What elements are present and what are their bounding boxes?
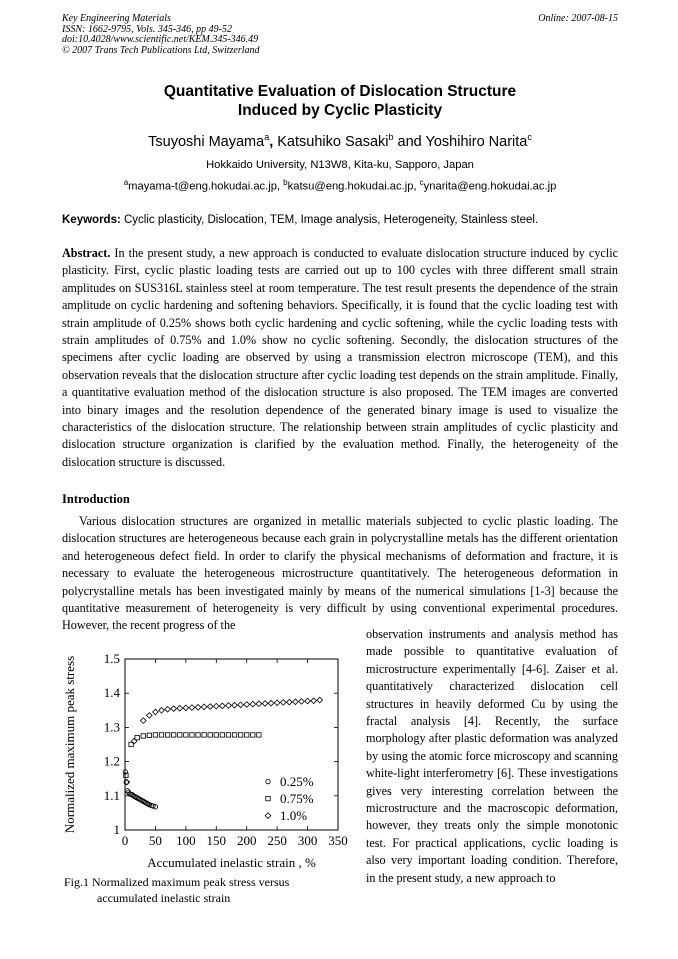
- journal-header: [62, 14, 618, 56]
- data-point: [226, 733, 230, 737]
- affiliation: Hokkaido University, N13W8, Kita-ku, Sapporo, Japan: [206, 159, 474, 171]
- legend-label: 0.25%: [280, 774, 314, 790]
- data-point: [262, 701, 268, 707]
- author-superscript: c: [527, 132, 532, 142]
- data-point: [226, 703, 232, 709]
- x-tick-label: 250: [267, 833, 287, 848]
- caption-line-1: Fig.1 Normalized maximum peak stress versus: [64, 875, 290, 889]
- data-point: [245, 733, 249, 737]
- y-axis-label: Normalized maximum peak stress: [62, 655, 77, 834]
- author-superscript: b: [388, 132, 394, 142]
- data-point: [177, 705, 183, 711]
- data-series: [124, 733, 261, 778]
- data-point: [232, 733, 236, 737]
- email-superscript: b: [283, 178, 288, 187]
- data-point: [305, 698, 311, 704]
- online-date: Online: 2007-08-15: [538, 13, 618, 24]
- data-point: [208, 733, 212, 737]
- keywords: [62, 214, 618, 226]
- data-point: [131, 738, 137, 744]
- data-point: [232, 702, 238, 708]
- data-point: [171, 733, 175, 737]
- data-point: [153, 733, 157, 737]
- data-point: [190, 733, 194, 737]
- keywords-label: Keywords:: [62, 214, 121, 226]
- data-series: [124, 697, 323, 785]
- abstract-label: Abstract.: [62, 246, 111, 260]
- title-line-1: Quantitative Evaluation of Dislocation Structure: [163, 83, 517, 100]
- x-tick-label: 100: [176, 833, 196, 848]
- journal-name: Key Engineering Materials: [62, 13, 171, 24]
- data-point: [147, 733, 151, 737]
- data-point: [280, 700, 286, 706]
- data-point: [183, 705, 189, 711]
- data-point: [220, 733, 224, 737]
- data-point: [141, 734, 145, 738]
- data-point: [202, 733, 206, 737]
- x-tick-label: 200: [236, 833, 257, 848]
- data-point: [238, 733, 242, 737]
- data-point: [220, 703, 226, 709]
- intro-paragraph: [62, 513, 618, 635]
- author-name: Katsuhiko Sasaki: [277, 133, 389, 150]
- data-point: [250, 701, 256, 707]
- y-tick-label: 1.4: [103, 685, 120, 701]
- data-point: [159, 733, 163, 737]
- data-point: [274, 700, 280, 706]
- data-point: [178, 733, 182, 737]
- data-point: [153, 709, 159, 715]
- author-separator: and: [393, 133, 426, 150]
- section-heading: Introduction: [62, 492, 130, 506]
- data-point: [214, 733, 218, 737]
- y-tick-label: 1.1: [103, 787, 120, 803]
- data-point: [201, 704, 207, 710]
- title-line-2: Induced by Cyclic Plasticity: [237, 102, 443, 119]
- data-point: [311, 698, 317, 704]
- data-point: [257, 733, 261, 737]
- intro-text: Various dislocation structures are organized in metallic materials subjected to cyclic plastic loading. The dislocation structures are heterogeneous because each grain in polycrystalline metals has the different orientation and heterogeneous defect field. In order to clarify the physical mechanisms of deformation and fracture, it is necessary to evaluate the heterogeneous microstructure quantitatively. The heterogeneous deformation in polycrystalline metals has been investigated mainly by means of the numerical simulations [1-3] because the quantitative measurement of heterogeneity is very difficult by using conventional experimental procedures. However, the recent progress of the: [62, 514, 618, 633]
- keywords-text: Cyclic plasticity, Dislocation, TEM, Image analysis, Heterogeneity, Stainless steel.: [120, 214, 539, 226]
- x-tick-label: 350: [328, 833, 348, 848]
- x-tick-label: 50: [148, 833, 162, 848]
- legend-label: 1.0%: [280, 808, 308, 824]
- caption-line-2: accumulated inelastic strain: [97, 891, 231, 905]
- data-point: [184, 733, 188, 737]
- data-point: [266, 779, 270, 783]
- data-point: [317, 697, 323, 703]
- x-tick-label: 300: [297, 833, 318, 848]
- x-tick-label: 0: [121, 833, 129, 848]
- doi-line: doi:10.4028/www.scientific.net/KEM.345-346.49: [62, 34, 259, 45]
- author-superscript: a: [264, 132, 270, 142]
- data-point: [287, 699, 293, 705]
- data-point: [299, 699, 305, 705]
- email-list: $^a$mayama-t@eng.hokudai.ac.jp, $^b$katsu@eng.hokudai.ac.jp, $^c$ynarita@eng.hokudai.ac.jp: [123, 178, 557, 193]
- data-point: [159, 708, 165, 714]
- x-axis-label: Accumulated inelastic strain , %: [147, 855, 316, 870]
- data-point: [251, 733, 255, 737]
- data-point: [244, 702, 250, 708]
- data-point: [268, 700, 274, 706]
- abstract-text: In the present study, a new approach is conducted to evaluate dislocation structure induced by cyclic plasticity. First, cyclic plastic loading tests are carried out up to 100 cycles with three different small strain amplitudes on SUS316L stainless steel at room temperature. The test result presents the dependence of the strain amplitude on cyclic hardening and softening behaviors. Specifically, it is found that the cyclic loading test with strain amplitude of 0.25% shows both cyclic hardening and cyclic softening, while the cyclic loading tests with strain amplitudes of 0.75% and 1.0% show no cyclic softening. Secondly, the dislocation structures of the specimens after cyclic loading are observed by using a transmission electron microscope (TEM), and this observation reveals that the dislocation structure after cyclic loading test depends on the strain amplitude. Finally, a quantitative evaluation method of the dislocation structure is also proposed. The TEM images are converted into binary images and the resolution dependence of the generated binary image is used to visualize the characteristics of the dislocation structure. The relationship between strain amplitudes of cyclic plasticity and dislocation structure organization is clarified by the evaluation method. Finally, the heterogeneity of the dislocation structure is discussed.: [62, 246, 618, 469]
- data-point: [196, 733, 200, 737]
- data-point: [135, 735, 139, 739]
- author-name: Yoshihiro Narita: [425, 133, 528, 150]
- legend-label: 0.75%: [280, 791, 314, 807]
- author-separator: ,: [269, 133, 278, 150]
- data-point: [140, 718, 146, 724]
- author-list: [62, 132, 618, 150]
- y-tick-label: 1.3: [103, 719, 120, 735]
- email-superscript: a: [123, 178, 129, 187]
- abstract: [62, 245, 618, 471]
- figure-1-chart: [60, 645, 360, 875]
- data-point: [189, 705, 195, 711]
- data-point: [129, 742, 133, 746]
- data-point: [171, 706, 177, 712]
- y-tick-label: 1.5: [103, 651, 120, 666]
- data-point: [207, 704, 213, 710]
- data-point: [256, 701, 262, 707]
- author-name: Tsuyoshi Mayama: [148, 133, 265, 150]
- data-point: [238, 702, 244, 708]
- intro-paragraph-continued: observation instruments and analysis method has made possible to quantitative evaluation of microstructure experimentally [4-6]. Zaiser et al. quantitatively characterized dislocation cell structures in heavily deformed Cu by using the fractal analysis [4]. Recently, the surface morphology after plastic deformation was analyzed by using the atomic force microscopy and scanning white-light interferometry [6]. These investigations gives very interesting correlation between the microstructure and the macroscopic deformation, however, they treats only the simple monotonic test. For practical applications, cyclic loading is also very important loading condition. Therefore, in the present study, a new approach to: [366, 627, 618, 885]
- copyright-line: © 2007 Trans Tech Publications Ltd, Switzerland: [62, 44, 260, 56]
- x-tick-label: 150: [206, 833, 227, 848]
- data-point: [195, 704, 201, 710]
- email-address[interactable]: ynarita@eng.hokudai.ac.jp: [423, 180, 557, 193]
- y-tick-label: 1.2: [103, 753, 120, 769]
- figure-caption: [64, 874, 354, 906]
- data-point: [147, 713, 153, 719]
- y-tick-label: 1: [113, 822, 120, 837]
- paper-title: [62, 82, 618, 120]
- data-point: [165, 733, 169, 737]
- email-address[interactable]: mayama-t@eng.hokudai.ac.jp: [128, 180, 277, 193]
- data-point: [265, 813, 271, 819]
- issn-line: ISSN: 1662-9795, Vols. 345-346, pp 49-52: [62, 23, 232, 35]
- data-point: [213, 703, 219, 709]
- data-point: [266, 796, 270, 800]
- email-address[interactable]: katsu@eng.hokudai.ac.jp: [287, 180, 414, 193]
- email-superscript: c: [419, 178, 424, 187]
- data-point: [293, 699, 299, 705]
- data-point: [165, 706, 171, 712]
